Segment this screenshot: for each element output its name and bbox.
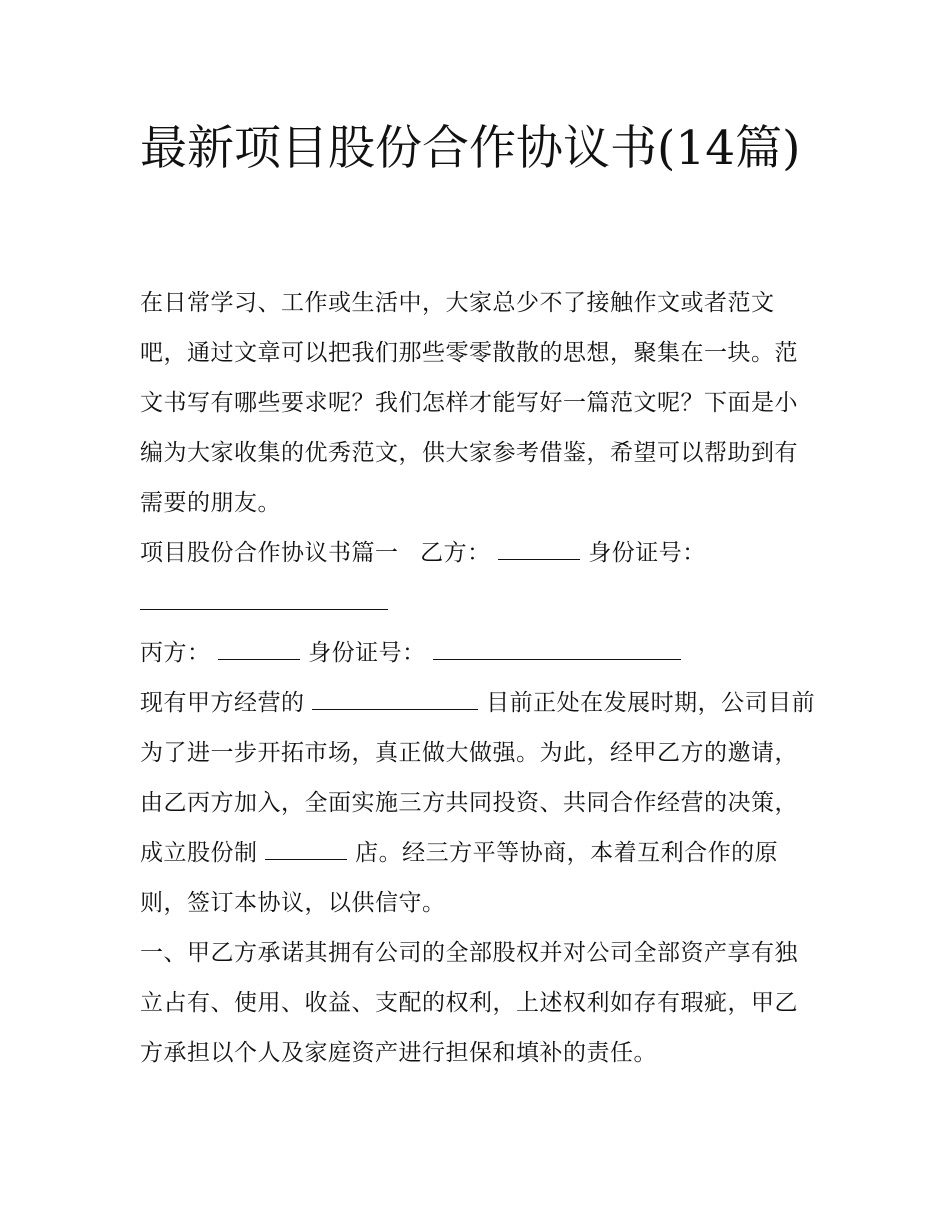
party-b-name-blank[interactable] xyxy=(498,529,580,560)
paragraph-text: 店。经三方平等协商，本着互利合作的原则，签订本协议，以供信守。 xyxy=(140,840,779,916)
party-b-id-label: 身份证号： xyxy=(588,540,706,566)
party-c-id-label: 身份证号： xyxy=(308,640,426,666)
agreement-paragraph xyxy=(140,678,820,928)
business-name-blank[interactable] xyxy=(312,679,478,710)
paragraph-text: 目前正处在发展时期，公司目前为了进一步开拓市场，真正做大做强。为此，经甲乙方的邀请，由乙丙方加入，全面实施三方共同投资、共同合作经营的决策，成立股份制 xyxy=(140,690,816,866)
party-c-label: 丙方： xyxy=(140,640,211,666)
section-prefix: 项目股份合作协议书篇一 xyxy=(140,540,399,566)
intro-paragraph: 在日常学习、工作或生活中，大家总少不了接触作文或者范文吧，通过文章可以把我们那些零零散散的思想，聚集在一块。范文书写有哪些要求呢？我们怎样才能写好一篇范文呢？下面是小编为大家收集的优秀范文，供大家参考借鉴，希望可以帮助到有需要的朋友。 xyxy=(140,290,798,516)
document-body xyxy=(140,278,820,1078)
paragraph-text: 现有甲方经营的 xyxy=(140,690,305,716)
party-c-line xyxy=(140,628,820,678)
store-name-blank[interactable] xyxy=(265,829,347,860)
party-b-id-blank[interactable] xyxy=(140,579,388,610)
party-b-label: 乙方： xyxy=(420,540,491,566)
clause-one-paragraph: 一、甲乙方承诺其拥有公司的全部股权并对公司全部资产享有独立占有、使用、收益、支配的权利，上述权利如存有瑕疵，甲乙方承担以个人及家庭资产进行担保和填补的责任。 xyxy=(140,940,798,1066)
party-c-id-blank[interactable] xyxy=(433,629,681,660)
party-b-line xyxy=(140,528,820,628)
document-title: 最新项目股份合作协议书(14篇) xyxy=(140,121,801,176)
party-c-name-blank[interactable] xyxy=(218,629,300,660)
